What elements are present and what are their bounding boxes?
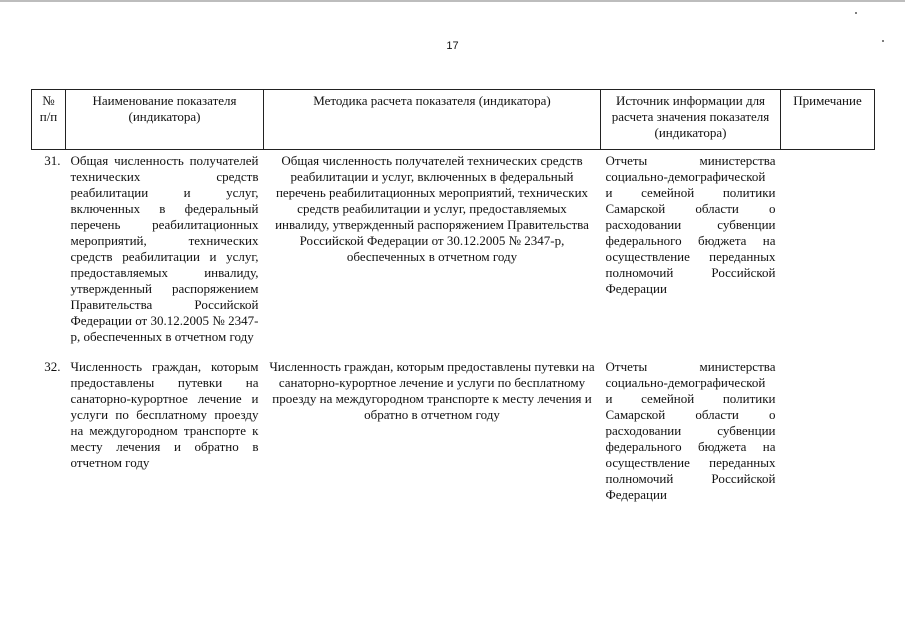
calculation-method: Общая численность получателей технических средств реабилитации и услуг, включенных в федеральный перечень реабилитационных мероприятий, технических средств реабилитации и услуг, предоставляемых инвалиду, утвержденный распоряжением Правительства Российской Федерации от 30.12.2005 № 2347-р, обеспеченных в отчетном году bbox=[275, 153, 589, 264]
header-calculation-method: Методика расчета показателя (индикатора) bbox=[264, 90, 601, 150]
indicator-name: Общая численность получателей технических средств реабилитации и услуг, включенных в федеральный перечень реабилитационных мероприятий, технических средств реабилитации и услуг, предоставляемых инвалиду, утвержденный распоряжением Правительства Российской Федерации от 30.12.2005 № 2347-р, обеспеченных в отчетном году bbox=[70, 153, 259, 344]
page-number: 17 bbox=[446, 40, 459, 52]
table-row bbox=[32, 150, 875, 360]
table-row bbox=[32, 359, 875, 503]
page-top-edge bbox=[0, 0, 905, 2]
table-header-row bbox=[32, 90, 875, 150]
header-note: Примечание bbox=[781, 90, 875, 150]
row-number: 31. bbox=[44, 153, 61, 168]
information-source: Отчеты министерства социально-демографической и семейной политики Самарской области о расходовании субвенции федерального бюджета на осуществление переданных полномочий Российской Федерации bbox=[605, 359, 776, 502]
note bbox=[781, 150, 875, 360]
header-information-source: Источник информации для расчета значения показателя (индикатора) bbox=[601, 90, 781, 150]
header-indicator-name: Наименование показателя (индикатора) bbox=[66, 90, 264, 150]
header-number: № п/п bbox=[32, 90, 66, 150]
indicators-table bbox=[31, 89, 875, 503]
row-number: 32. bbox=[44, 359, 61, 374]
calculation-method: Численность граждан, которым предоставлены путевки на санаторно-курортное лечение и услуги по бесплатному проезду на междугородном транспорте к месту лечения и обратно в отчетном году bbox=[269, 359, 595, 422]
scan-speck bbox=[855, 12, 857, 14]
indicator-name: Численность граждан, которым предоставлены путевки на санаторно-курортное лечение и услуги по бесплатному проезду на междугородном транспорте к месту лечения и обратно в отчетном году bbox=[70, 359, 259, 470]
note bbox=[781, 359, 875, 503]
information-source: Отчеты министерства социально-демографической и семейной политики Самарской области о расходовании субвенции федерального бюджета на осуществление переданных полномочий Российской Федерации bbox=[605, 153, 776, 296]
